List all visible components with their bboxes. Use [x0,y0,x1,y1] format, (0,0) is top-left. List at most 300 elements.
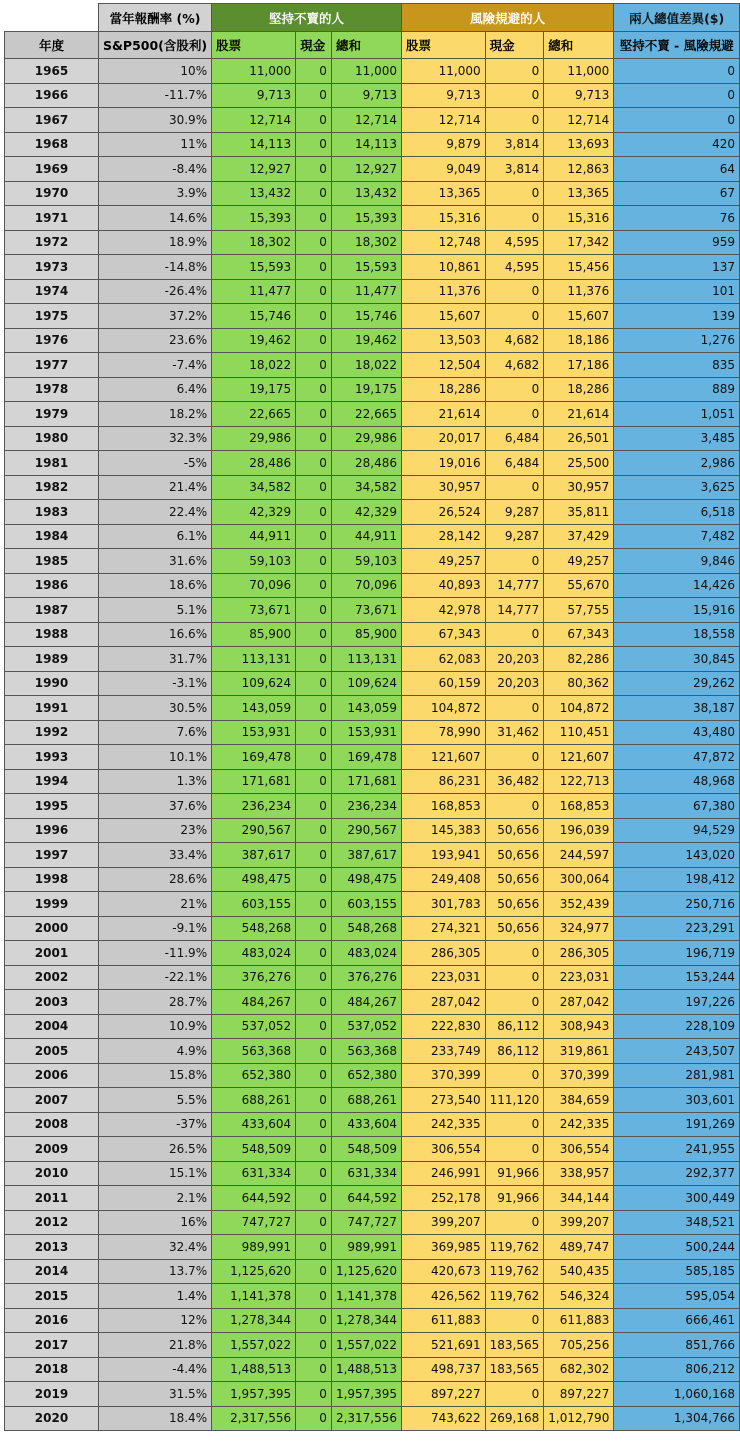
avoid-cash-cell: 4,595 [485,230,544,255]
avoid-cash-cell: 0 [485,59,544,84]
avoid-total-cell: 399,207 [544,1210,614,1235]
avoid-total-cell: 286,305 [544,941,614,966]
table-row [5,1161,740,1186]
hold-stock-cell: 1,125,620 [212,1259,296,1284]
avoid-stock-cell: 15,607 [402,304,486,329]
sp500-return-cell: -3.1% [99,671,212,696]
table-row [5,867,740,892]
year-cell: 1982 [5,475,99,500]
year-cell: 2003 [5,990,99,1015]
year-cell: 1969 [5,157,99,182]
year-cell: 2015 [5,1284,99,1309]
hold-cash-cell: 0 [296,622,332,647]
hold-total-cell: 113,131 [331,647,401,672]
avoid-total-cell: 21,614 [544,402,614,427]
hold-total-cell: 563,368 [331,1039,401,1064]
table-row [5,794,740,819]
sp500-return-cell: -7.4% [99,353,212,378]
hold-total-cell: 1,488,513 [331,1357,401,1382]
avoid-stock-cell: 222,830 [402,1014,486,1039]
avoid-cash-cell: 0 [485,206,544,231]
hold-stock-cell: 29,986 [212,426,296,451]
avoid-cash-cell: 119,762 [485,1235,544,1260]
hold-stock-cell: 18,302 [212,230,296,255]
table-row [5,304,740,329]
sp500-column-header: S&P500(含股利) [99,32,212,59]
diff-cell: 959 [614,230,740,255]
table-row [5,1333,740,1358]
avoid-cash-cell: 0 [485,83,544,108]
hold-cash-cell: 0 [296,965,332,990]
hold-cash-cell: 0 [296,941,332,966]
avoid-cash-cell: 119,762 [485,1259,544,1284]
avoid-cash-column-header: 現金 [485,32,544,59]
avoid-stock-cell: 62,083 [402,647,486,672]
hold-stock-cell: 113,131 [212,647,296,672]
hold-cash-cell: 0 [296,1259,332,1284]
sp500-return-cell: -4.4% [99,1357,212,1382]
diff-cell: 585,185 [614,1259,740,1284]
sp500-return-cell: -9.1% [99,916,212,941]
year-cell: 2018 [5,1357,99,1382]
avoid-cash-cell: 0 [485,965,544,990]
avoid-total-cell: 30,957 [544,475,614,500]
avoid-total-column-header: 總和 [544,32,614,59]
sp500-return-cell: 1.3% [99,769,212,794]
hold-stock-cell: 42,329 [212,500,296,525]
diff-cell: 196,719 [614,941,740,966]
avoid-stock-cell: 13,503 [402,328,486,353]
sp500-return-cell: 7.6% [99,720,212,745]
avoid-total-cell: 104,872 [544,696,614,721]
hold-total-cell: 12,927 [331,157,401,182]
hold-total-cell: 18,302 [331,230,401,255]
avoid-total-cell: 12,863 [544,157,614,182]
hold-stock-cell: 34,582 [212,475,296,500]
sp500-return-cell: 31.7% [99,647,212,672]
hold-total-cell: 34,582 [331,475,401,500]
hold-total-cell: 15,746 [331,304,401,329]
hold-total-cell: 631,334 [331,1161,401,1186]
hold-stock-cell: 44,911 [212,524,296,549]
avoid-cash-cell: 0 [485,304,544,329]
hold-cash-cell: 0 [296,1284,332,1309]
hold-total-cell: 1,957,395 [331,1382,401,1407]
diff-cell: 1,276 [614,328,740,353]
avoid-total-cell: 611,883 [544,1308,614,1333]
year-cell: 1984 [5,524,99,549]
avoid-stock-cell: 30,957 [402,475,486,500]
table-row [5,1186,740,1211]
avoid-total-cell: 338,957 [544,1161,614,1186]
hold-cash-cell: 0 [296,1088,332,1113]
avoid-total-cell: 370,399 [544,1063,614,1088]
avoid-cash-cell: 50,656 [485,843,544,868]
hold-total-cell: 85,900 [331,622,401,647]
diff-cell: 9,846 [614,549,740,574]
table-row [5,549,740,574]
hold-total-column-header: 總和 [331,32,401,59]
avoid-cash-cell: 0 [485,1063,544,1088]
table-row [5,426,740,451]
avoid-cash-cell: 50,656 [485,818,544,843]
avoid-cash-cell: 0 [485,1210,544,1235]
year-cell: 2005 [5,1039,99,1064]
table-row [5,108,740,133]
sp500-return-cell: 6.1% [99,524,212,549]
sp500-return-cell: -5% [99,451,212,476]
table-row [5,818,740,843]
avoid-stock-cell: 15,316 [402,206,486,231]
table-row [5,622,740,647]
hold-stock-cell: 15,393 [212,206,296,231]
avoid-stock-cell: 10,861 [402,255,486,280]
avoid-cash-cell: 119,762 [485,1284,544,1309]
diff-cell: 191,269 [614,1112,740,1137]
sp500-return-cell: 30.9% [99,108,212,133]
avoid-stock-cell: 67,343 [402,622,486,647]
diff-cell: 292,377 [614,1161,740,1186]
table-row [5,965,740,990]
hold-total-cell: 15,593 [331,255,401,280]
avoid-total-cell: 242,335 [544,1112,614,1137]
diff-cell: 889 [614,377,740,402]
avoid-stock-cell: 246,991 [402,1161,486,1186]
avoid-total-cell: 168,853 [544,794,614,819]
avoid-stock-cell: 223,031 [402,965,486,990]
avoid-stock-cell: 12,714 [402,108,486,133]
year-cell: 1998 [5,867,99,892]
table-row [5,990,740,1015]
year-column-header: 年度 [5,32,99,59]
hold-cash-cell: 0 [296,255,332,280]
diff-cell: 300,449 [614,1186,740,1211]
sp500-return-cell: 26.5% [99,1137,212,1162]
sp500-return-cell: 18.4% [99,1406,212,1431]
avoid-stock-cell: 242,335 [402,1112,486,1137]
sp500-return-cell: 18.6% [99,573,212,598]
table-row [5,720,740,745]
hold-cash-cell: 0 [296,402,332,427]
avoid-total-cell: 18,286 [544,377,614,402]
avoid-stock-cell: 78,990 [402,720,486,745]
hold-stock-cell: 12,927 [212,157,296,182]
year-cell: 2000 [5,916,99,941]
avoid-total-cell: 15,607 [544,304,614,329]
hold-stock-cell: 15,746 [212,304,296,329]
sp500-return-cell: 15.1% [99,1161,212,1186]
hold-total-cell: 1,557,022 [331,1333,401,1358]
hold-cash-cell: 0 [296,1333,332,1358]
hold-stock-cell: 59,103 [212,549,296,574]
avoid-stock-cell: 145,383 [402,818,486,843]
table-row [5,279,740,304]
table-row [5,132,740,157]
hold-stock-cell: 483,024 [212,941,296,966]
diff-cell: 38,187 [614,696,740,721]
table-row [5,696,740,721]
avoid-cash-cell: 31,462 [485,720,544,745]
hold-total-cell: 2,317,556 [331,1406,401,1431]
avoid-stock-cell: 42,978 [402,598,486,623]
hold-cash-cell: 0 [296,500,332,525]
hold-cash-cell: 0 [296,1161,332,1186]
diff-cell: 64 [614,157,740,182]
year-cell: 1996 [5,818,99,843]
hold-stock-cell: 652,380 [212,1063,296,1088]
sp500-return-cell: 37.2% [99,304,212,329]
diff-cell: 851,766 [614,1333,740,1358]
hold-stock-cell: 1,557,022 [212,1333,296,1358]
hold-cash-cell: 0 [296,451,332,476]
hold-total-cell: 42,329 [331,500,401,525]
year-cell: 2014 [5,1259,99,1284]
avoid-cash-cell: 9,287 [485,500,544,525]
avoid-cash-cell: 3,814 [485,157,544,182]
diff-cell: 1,051 [614,402,740,427]
diff-cell: 228,109 [614,1014,740,1039]
avoid-stock-cell: 252,178 [402,1186,486,1211]
year-cell: 1983 [5,500,99,525]
year-cell: 1967 [5,108,99,133]
avoid-cash-cell: 0 [485,549,544,574]
hold-cash-cell: 0 [296,1382,332,1407]
hold-stock-cell: 14,113 [212,132,296,157]
hold-stock-cell: 9,713 [212,83,296,108]
avoid-cash-cell: 0 [485,279,544,304]
hold-cash-cell: 0 [296,304,332,329]
avoid-cash-cell: 0 [485,941,544,966]
table-row [5,1137,740,1162]
hold-cash-cell: 0 [296,108,332,133]
avoid-stock-cell: 743,622 [402,1406,486,1431]
hold-total-cell: 548,509 [331,1137,401,1162]
avoid-cash-cell: 0 [485,402,544,427]
diff-cell: 3,485 [614,426,740,451]
hold-total-cell: 12,714 [331,108,401,133]
avoid-total-cell: 352,439 [544,892,614,917]
sp500-return-cell: -22.1% [99,965,212,990]
year-cell: 1987 [5,598,99,623]
table-row [5,1063,740,1088]
avoid-cash-cell: 3,814 [485,132,544,157]
year-cell: 1978 [5,377,99,402]
diff-cell: 1,060,168 [614,1382,740,1407]
table-row [5,916,740,941]
avoid-total-cell: 110,451 [544,720,614,745]
avoid-stock-cell: 13,365 [402,181,486,206]
hold-total-cell: 1,125,620 [331,1259,401,1284]
avoid-cash-cell: 50,656 [485,916,544,941]
table-row [5,206,740,231]
year-cell: 2017 [5,1333,99,1358]
sp500-return-cell: 15.8% [99,1063,212,1088]
return-group-header: 當年報酬率 (%) [99,4,212,32]
hold-cash-cell: 0 [296,647,332,672]
year-cell: 2006 [5,1063,99,1088]
hold-total-cell: 18,022 [331,353,401,378]
avoid-stock-cell: 86,231 [402,769,486,794]
avoid-total-cell: 540,435 [544,1259,614,1284]
avoid-total-cell: 15,316 [544,206,614,231]
avoid-cash-cell: 50,656 [485,892,544,917]
avoid-total-cell: 11,376 [544,279,614,304]
hold-total-cell: 537,052 [331,1014,401,1039]
hold-cash-cell: 0 [296,892,332,917]
diff-cell: 197,226 [614,990,740,1015]
hold-total-cell: 483,024 [331,941,401,966]
avoid-group-header: 風險規避的人 [402,4,614,32]
sp500-return-cell: 18.9% [99,230,212,255]
year-cell: 1994 [5,769,99,794]
hold-cash-cell: 0 [296,1137,332,1162]
hold-stock-cell: 1,957,395 [212,1382,296,1407]
diff-cell: 14,426 [614,573,740,598]
year-cell: 2002 [5,965,99,990]
sp500-return-cell: 23.6% [99,328,212,353]
sp500-return-cell: 5.5% [99,1088,212,1113]
avoid-total-cell: 344,144 [544,1186,614,1211]
diff-cell: 303,601 [614,1088,740,1113]
avoid-stock-cell: 11,376 [402,279,486,304]
diff-cell: 139 [614,304,740,329]
hold-total-cell: 9,713 [331,83,401,108]
table-row [5,647,740,672]
avoid-stock-cell: 26,524 [402,500,486,525]
hold-stock-cell: 376,276 [212,965,296,990]
diff-cell: 806,212 [614,1357,740,1382]
hold-cash-cell: 0 [296,1308,332,1333]
diff-group-header: 兩人總值差異($) [614,4,740,32]
hold-stock-cell: 484,267 [212,990,296,1015]
hold-stock-cell: 387,617 [212,843,296,868]
avoid-cash-cell: 14,777 [485,573,544,598]
diff-cell: 47,872 [614,745,740,770]
avoid-stock-cell: 193,941 [402,843,486,868]
year-cell: 1975 [5,304,99,329]
hold-total-cell: 498,475 [331,867,401,892]
hold-cash-cell: 0 [296,132,332,157]
hold-cash-cell: 0 [296,916,332,941]
avoid-stock-cell: 306,554 [402,1137,486,1162]
avoid-total-cell: 17,186 [544,353,614,378]
hold-total-cell: 236,234 [331,794,401,819]
avoid-cash-cell: 183,565 [485,1357,544,1382]
table-row [5,1210,740,1235]
hold-stock-cell: 989,991 [212,1235,296,1260]
year-cell: 1977 [5,353,99,378]
hold-total-cell: 153,931 [331,720,401,745]
hold-stock-cell: 19,175 [212,377,296,402]
hold-total-cell: 484,267 [331,990,401,1015]
hold-total-cell: 433,604 [331,1112,401,1137]
table-row [5,745,740,770]
hold-stock-cell: 1,278,344 [212,1308,296,1333]
avoid-total-cell: 55,670 [544,573,614,598]
hold-total-cell: 109,624 [331,671,401,696]
hold-stock-cell: 18,022 [212,353,296,378]
avoid-stock-cell: 60,159 [402,671,486,696]
sp500-return-cell: 31.5% [99,1382,212,1407]
hold-group-header: 堅持不賣的人 [212,4,402,32]
hold-cash-cell: 0 [296,524,332,549]
table-row [5,598,740,623]
avoid-total-cell: 308,943 [544,1014,614,1039]
avoid-total-cell: 384,659 [544,1088,614,1113]
hold-cash-cell: 0 [296,598,332,623]
hold-stock-cell: 28,486 [212,451,296,476]
sp500-return-cell: 33.4% [99,843,212,868]
avoid-cash-cell: 86,112 [485,1014,544,1039]
year-cell: 1992 [5,720,99,745]
avoid-total-cell: 306,554 [544,1137,614,1162]
avoid-stock-cell: 897,227 [402,1382,486,1407]
avoid-stock-cell: 19,016 [402,451,486,476]
avoid-cash-cell: 20,203 [485,671,544,696]
hold-total-cell: 13,432 [331,181,401,206]
avoid-cash-cell: 0 [485,181,544,206]
avoid-total-cell: 196,039 [544,818,614,843]
table-row [5,475,740,500]
hold-total-cell: 376,276 [331,965,401,990]
avoid-cash-cell: 0 [485,990,544,1015]
year-cell: 1999 [5,892,99,917]
hold-total-cell: 989,991 [331,1235,401,1260]
hold-cash-cell: 0 [296,1039,332,1064]
sp500-return-cell: 5.1% [99,598,212,623]
diff-cell: 48,968 [614,769,740,794]
hold-stock-cell: 290,567 [212,818,296,843]
avoid-total-cell: 705,256 [544,1333,614,1358]
hold-cash-cell: 0 [296,279,332,304]
hold-cash-cell: 0 [296,377,332,402]
hold-stock-cell: 747,727 [212,1210,296,1235]
avoid-total-cell: 122,713 [544,769,614,794]
hold-cash-cell: 0 [296,1112,332,1137]
diff-cell: 76 [614,206,740,231]
avoid-cash-cell: 0 [485,1308,544,1333]
hold-cash-cell: 0 [296,328,332,353]
year-cell: 2012 [5,1210,99,1235]
table-row [5,1382,740,1407]
hold-stock-cell: 11,477 [212,279,296,304]
hold-total-cell: 652,380 [331,1063,401,1088]
hold-stock-cell: 153,931 [212,720,296,745]
hold-cash-cell: 0 [296,671,332,696]
sp500-return-cell: 23% [99,818,212,843]
diff-cell: 1,304,766 [614,1406,740,1431]
avoid-cash-cell: 0 [485,745,544,770]
diff-cell: 0 [614,83,740,108]
table-row [5,500,740,525]
sp500-return-cell: 16.6% [99,622,212,647]
sp500-return-cell: -8.4% [99,157,212,182]
avoid-stock-cell: 21,614 [402,402,486,427]
sp500-return-cell: 18.2% [99,402,212,427]
diff-cell: 500,244 [614,1235,740,1260]
hold-stock-cell: 171,681 [212,769,296,794]
diff-cell: 281,981 [614,1063,740,1088]
hold-stock-cell: 143,059 [212,696,296,721]
diff-cell: 595,054 [614,1284,740,1309]
hold-total-cell: 29,986 [331,426,401,451]
avoid-total-cell: 1,012,790 [544,1406,614,1431]
hold-total-cell: 171,681 [331,769,401,794]
table-row [5,402,740,427]
sp500-return-cell: 30.5% [99,696,212,721]
hold-stock-cell: 548,268 [212,916,296,941]
diff-cell: 835 [614,353,740,378]
